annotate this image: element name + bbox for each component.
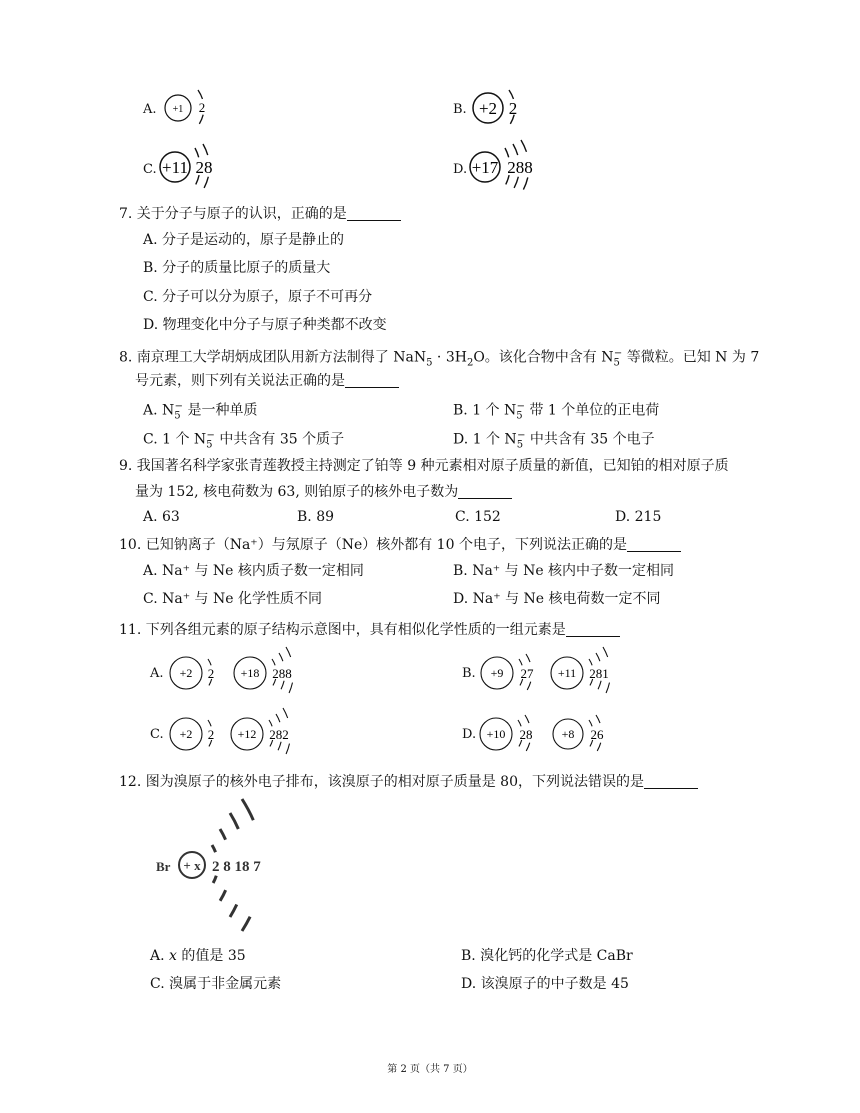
q11-option-d-label: D. (462, 727, 477, 742)
q11-option-b-atom-2 (549, 642, 629, 702)
shell-electrons: 2 (198, 100, 206, 115)
q6-option-b-atom-diagram (470, 84, 540, 134)
nucleus-charge: +17 (471, 158, 499, 177)
q11-option-d-atom-1 (478, 709, 548, 759)
q10-option-b: B. Na⁺ 与 Ne 核内中子数一定相同 (453, 563, 675, 579)
q11-option-a-label: A. (150, 666, 164, 681)
answer-blank[interactable] (347, 206, 401, 221)
nucleus-charge: +2 (478, 99, 498, 118)
q8-option-b: B. 1 个 $N_5^-$ 带 1 个单位的正电荷 (453, 401, 660, 422)
q9-option-a: A. 63 (143, 509, 180, 525)
q6-option-a-label: A. (143, 102, 157, 117)
question-9-stem-line-2: 量为 152, 核电荷数为 63, 则铂原子的核外电子数为 (135, 482, 512, 502)
q6-option-d-label: D. (453, 162, 468, 177)
q12-option-d: D. 该溴原子的中子数是 45 (461, 976, 629, 992)
q12-option-c: C. 溴属于非金属元素 (150, 976, 282, 992)
svg-text:26: 26 (590, 727, 604, 742)
question-9-stem-line-1: 9. 我国著名科学家张青莲教授主持测定了铂等 9 种元素相对原子质量的新值，已知铂的相对原子质 (119, 458, 729, 474)
answer-blank[interactable] (458, 484, 512, 499)
q12-option-b: B. 溴化钙的化学式是 CaBr (461, 948, 633, 964)
q10-option-d: D. Na⁺ 与 Ne 核电荷数一定不同 (453, 591, 661, 607)
svg-text:+2: +2 (179, 727, 193, 741)
q7-option-b: B. 分子的质量比原子的质量大 (143, 260, 331, 276)
answer-blank[interactable] (627, 537, 681, 552)
q9-option-b: B. 89 (297, 509, 335, 525)
svg-text:+8: +8 (561, 727, 575, 741)
svg-text:27: 27 (520, 666, 534, 681)
answer-blank[interactable] (345, 373, 399, 388)
q8-option-c: C. 1 个 $N_5^-$ 中共含有 35 个质子 (143, 430, 345, 451)
svg-text:2: 2 (207, 666, 215, 681)
q6-option-b-label: B. (453, 102, 467, 117)
q8-option-d: D. 1 个 $N_5^-$ 中共含有 35 个电子 (453, 430, 655, 451)
q11-option-b-atom-1 (480, 648, 550, 698)
q6-option-d-atom-diagram (468, 140, 558, 194)
question-8-stem-line-1: 8. 南京理工大学胡炳成团队用新方法制得了 $NaN_5 \cdot 3H_2O$。该化合物中含有 $N_5^-$ 等微粒。已知 N 为 7 (119, 348, 760, 369)
svg-text:+2: +2 (179, 666, 193, 680)
svg-text:281: 281 (589, 666, 609, 681)
question-11-stem: 11. 下列各组元素的原子结构示意图中，具有相似化学性质的一组元素是 (119, 620, 620, 640)
shell-electrons: 288 (507, 158, 533, 177)
nucleus-charge: +1 (172, 104, 184, 115)
svg-text:282: 282 (269, 727, 289, 742)
q11-option-a-atom-2 (232, 642, 312, 702)
q11-option-a-atom-1 (168, 648, 228, 698)
bromine-atom-structure-figure (150, 795, 310, 935)
q11-option-b-label: B. (462, 666, 476, 681)
svg-text:2: 2 (207, 727, 215, 742)
q11-option-c-atom-2 (229, 703, 309, 763)
svg-text:+12: +12 (237, 727, 257, 741)
element-symbol: Br (156, 859, 171, 874)
svg-text:28: 28 (519, 727, 533, 742)
q6-option-c-atom-diagram (158, 140, 238, 194)
q11-option-d-atom-2 (552, 709, 622, 759)
shell-electrons: 2 (508, 99, 518, 118)
q10-option-a: A. Na⁺ 与 Ne 核内质子数一定相同 (143, 563, 364, 579)
answer-blank[interactable] (644, 774, 698, 789)
q7-option-d: D. 物理变化中分子与原子种类都不改变 (143, 317, 387, 333)
question-8-stem-line-2: 号元素，则下列有关说法正确的是 (135, 371, 399, 391)
answer-blank[interactable] (566, 622, 620, 637)
page-number-footer: 第 2 页（共 7 页） (387, 1064, 473, 1075)
q6-option-a-atom-diagram (162, 84, 222, 134)
question-7-stem: 7. 关于分子与原子的认识，正确的是 (119, 204, 401, 224)
svg-text:+9: +9 (490, 666, 504, 680)
q11-option-c-label: C. (150, 727, 164, 742)
q12-option-a: A. x 的值是 35 (150, 948, 246, 964)
svg-text:+18: +18 (240, 666, 260, 680)
q7-option-a: A. 分子是运动的，原子是静止的 (143, 232, 345, 248)
shell-electrons: 28 (195, 158, 213, 177)
question-10-stem: 10. 已知钠离子（Na⁺）与氖原子（Ne）核外都有 10 个电子，下列说法正确的是 (119, 535, 681, 555)
nucleus-charge: +11 (162, 158, 188, 177)
shell-electrons: 2 8 18 7 (212, 859, 261, 875)
q10-option-c: C. Na⁺ 与 Ne 化学性质不同 (143, 591, 322, 607)
q9-option-c: C. 152 (455, 509, 501, 525)
q6-option-c-label: C. (143, 162, 157, 177)
question-12-stem: 12. 图为溴原子的核外电子排布，该溴原子的相对原子质量是 80，下列说法错误的是 (119, 772, 698, 792)
svg-text:+10: +10 (486, 727, 506, 741)
svg-text:+11: +11 (557, 666, 577, 680)
svg-text:288: 288 (272, 666, 292, 681)
q8-option-a: A. $N_5^-$ 是一种单质 (143, 401, 258, 422)
nucleus-charge: + x (183, 858, 201, 873)
q7-option-c: C. 分子可以分为原子，原子不可再分 (143, 289, 373, 305)
q9-option-d: D. 215 (615, 509, 662, 525)
q11-option-c-atom-1 (168, 709, 228, 759)
